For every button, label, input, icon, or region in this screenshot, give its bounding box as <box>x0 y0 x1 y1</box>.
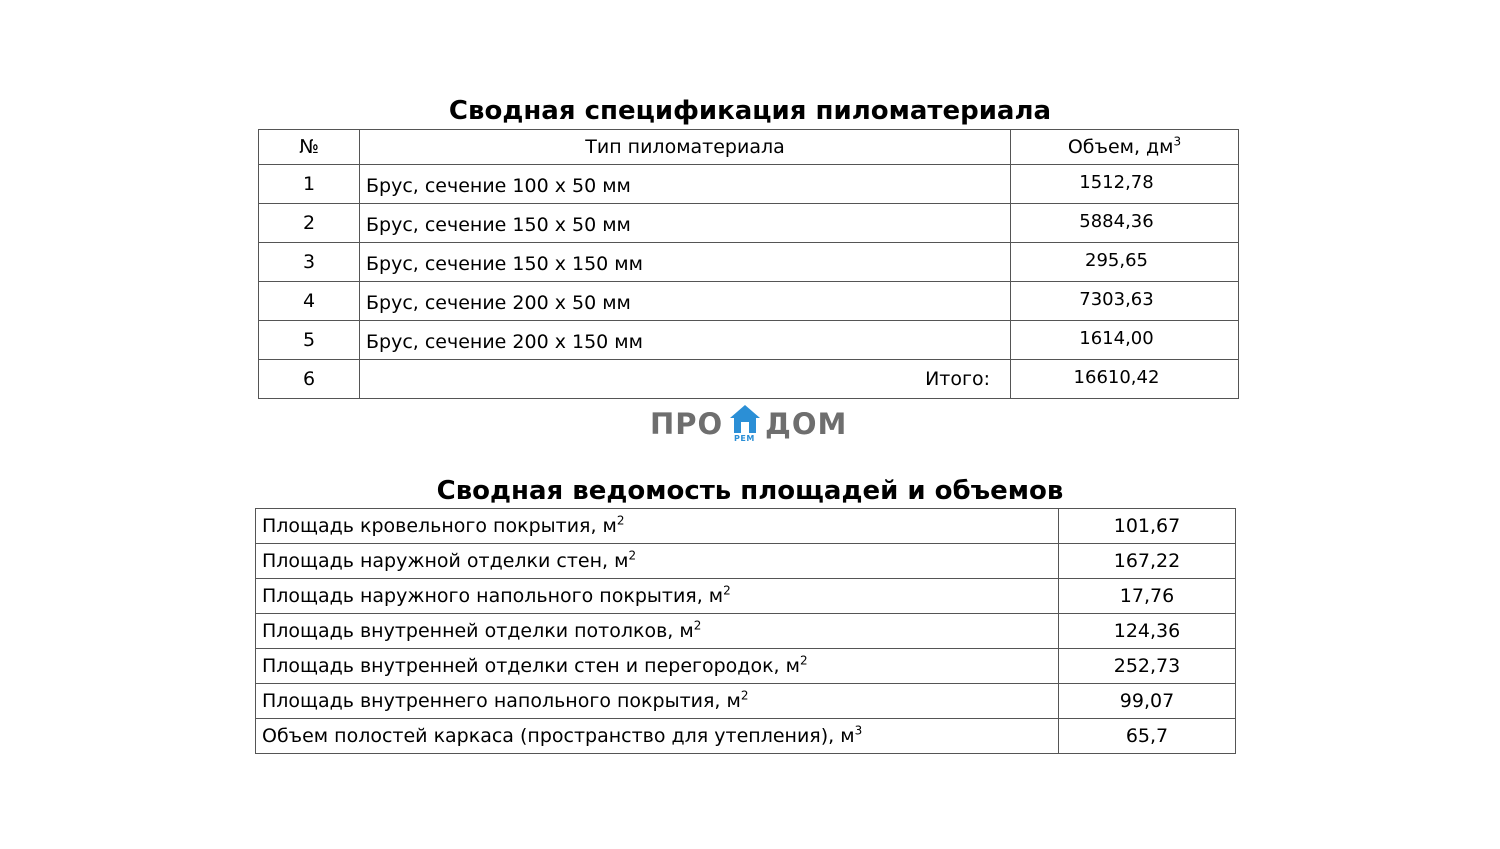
table-row <box>259 165 1239 204</box>
table-row <box>259 321 1239 360</box>
table-row <box>256 614 1236 649</box>
total-label: Итого: <box>360 360 1011 399</box>
row-volume: 7303,63 <box>1011 282 1239 321</box>
header-type: Тип пиломатериала <box>360 130 1011 165</box>
row-num: 2 <box>259 204 360 243</box>
area-label: Площадь наружной отделки стен, м <box>262 550 629 572</box>
area-label-cell <box>256 614 1059 649</box>
row-num: 1 <box>259 165 360 204</box>
area-value: 99,07 <box>1059 684 1236 719</box>
area-label: Площадь внутренней отделки стен и перегородок, м <box>262 655 800 677</box>
area-value: 124,36 <box>1059 614 1236 649</box>
table-row <box>256 544 1236 579</box>
area-value: 65,7 <box>1059 719 1236 754</box>
row-volume: 295,65 <box>1011 243 1239 282</box>
table-row <box>256 684 1236 719</box>
table-row <box>259 243 1239 282</box>
row-type: Брус, сечение 150 х 50 мм <box>360 204 1011 243</box>
logo-word-left: ПРО <box>650 407 724 441</box>
unit-sup: 2 <box>723 583 731 598</box>
row-num: 3 <box>259 243 360 282</box>
table-row <box>256 719 1236 754</box>
area-label-cell <box>256 649 1059 684</box>
area-label-cell <box>256 579 1059 614</box>
header-num: № <box>259 130 360 165</box>
row-type: Брус, сечение 150 х 150 мм <box>360 243 1011 282</box>
area-label: Площадь наружного напольного покрытия, м <box>262 585 724 607</box>
area-value: 252,73 <box>1059 649 1236 684</box>
row-volume: 5884,36 <box>1011 204 1239 243</box>
total-row <box>259 360 1239 399</box>
row-num: 5 <box>259 321 360 360</box>
area-label-cell <box>256 509 1059 544</box>
header-volume <box>1011 130 1239 165</box>
table-row <box>256 579 1236 614</box>
unit-sup: 2 <box>740 688 749 703</box>
lumber-spec-table <box>258 129 1239 399</box>
unit-sup: 2 <box>628 548 637 563</box>
areas-table <box>255 508 1236 754</box>
logo-subtext: РЕМ <box>734 434 755 443</box>
area-value: 101,67 <box>1059 509 1236 544</box>
area-label: Объем полостей каркаса (пространство для утепления), м <box>262 725 855 747</box>
area-value: 17,76 <box>1059 579 1236 614</box>
table-row <box>259 204 1239 243</box>
unit-sup: 3 <box>854 723 863 738</box>
unit-sup: 2 <box>693 618 702 633</box>
row-volume: 1512,78 <box>1011 165 1239 204</box>
row-volume: 1614,00 <box>1011 321 1239 360</box>
unit-sup: 2 <box>616 513 625 528</box>
table-row <box>259 282 1239 321</box>
total-num: 6 <box>259 360 360 399</box>
table-row <box>256 509 1236 544</box>
table-row <box>256 649 1236 684</box>
row-num: 4 <box>259 282 360 321</box>
unit-sup: 2 <box>799 653 808 668</box>
prorem-dom-logo <box>650 404 850 448</box>
areas-title: Сводная ведомость площадей и объемов <box>436 476 1064 506</box>
row-type: Брус, сечение 100 х 50 мм <box>360 165 1011 204</box>
header-volume-label: Объем, дм <box>1067 136 1174 158</box>
row-type: Брус, сечение 200 х 150 мм <box>360 321 1011 360</box>
row-type: Брус, сечение 200 х 50 мм <box>360 282 1011 321</box>
total-volume: 16610,42 <box>1011 360 1239 399</box>
area-label: Площадь кровельного покрытия, м <box>262 515 617 537</box>
area-label-cell <box>256 719 1059 754</box>
area-label-cell <box>256 544 1059 579</box>
header-volume-unit-sup: 3 <box>1173 134 1182 149</box>
area-label-cell <box>256 684 1059 719</box>
area-label: Площадь внутренней отделки потолков, м <box>262 620 694 642</box>
area-value: 167,22 <box>1059 544 1236 579</box>
logo-word-right: ДОМ <box>765 407 848 441</box>
table-header-row <box>259 130 1239 165</box>
lumber-spec-title: Сводная спецификация пиломатериала <box>448 96 1052 126</box>
area-label: Площадь внутреннего напольного покрытия, м <box>262 690 741 712</box>
house-icon <box>728 404 762 434</box>
